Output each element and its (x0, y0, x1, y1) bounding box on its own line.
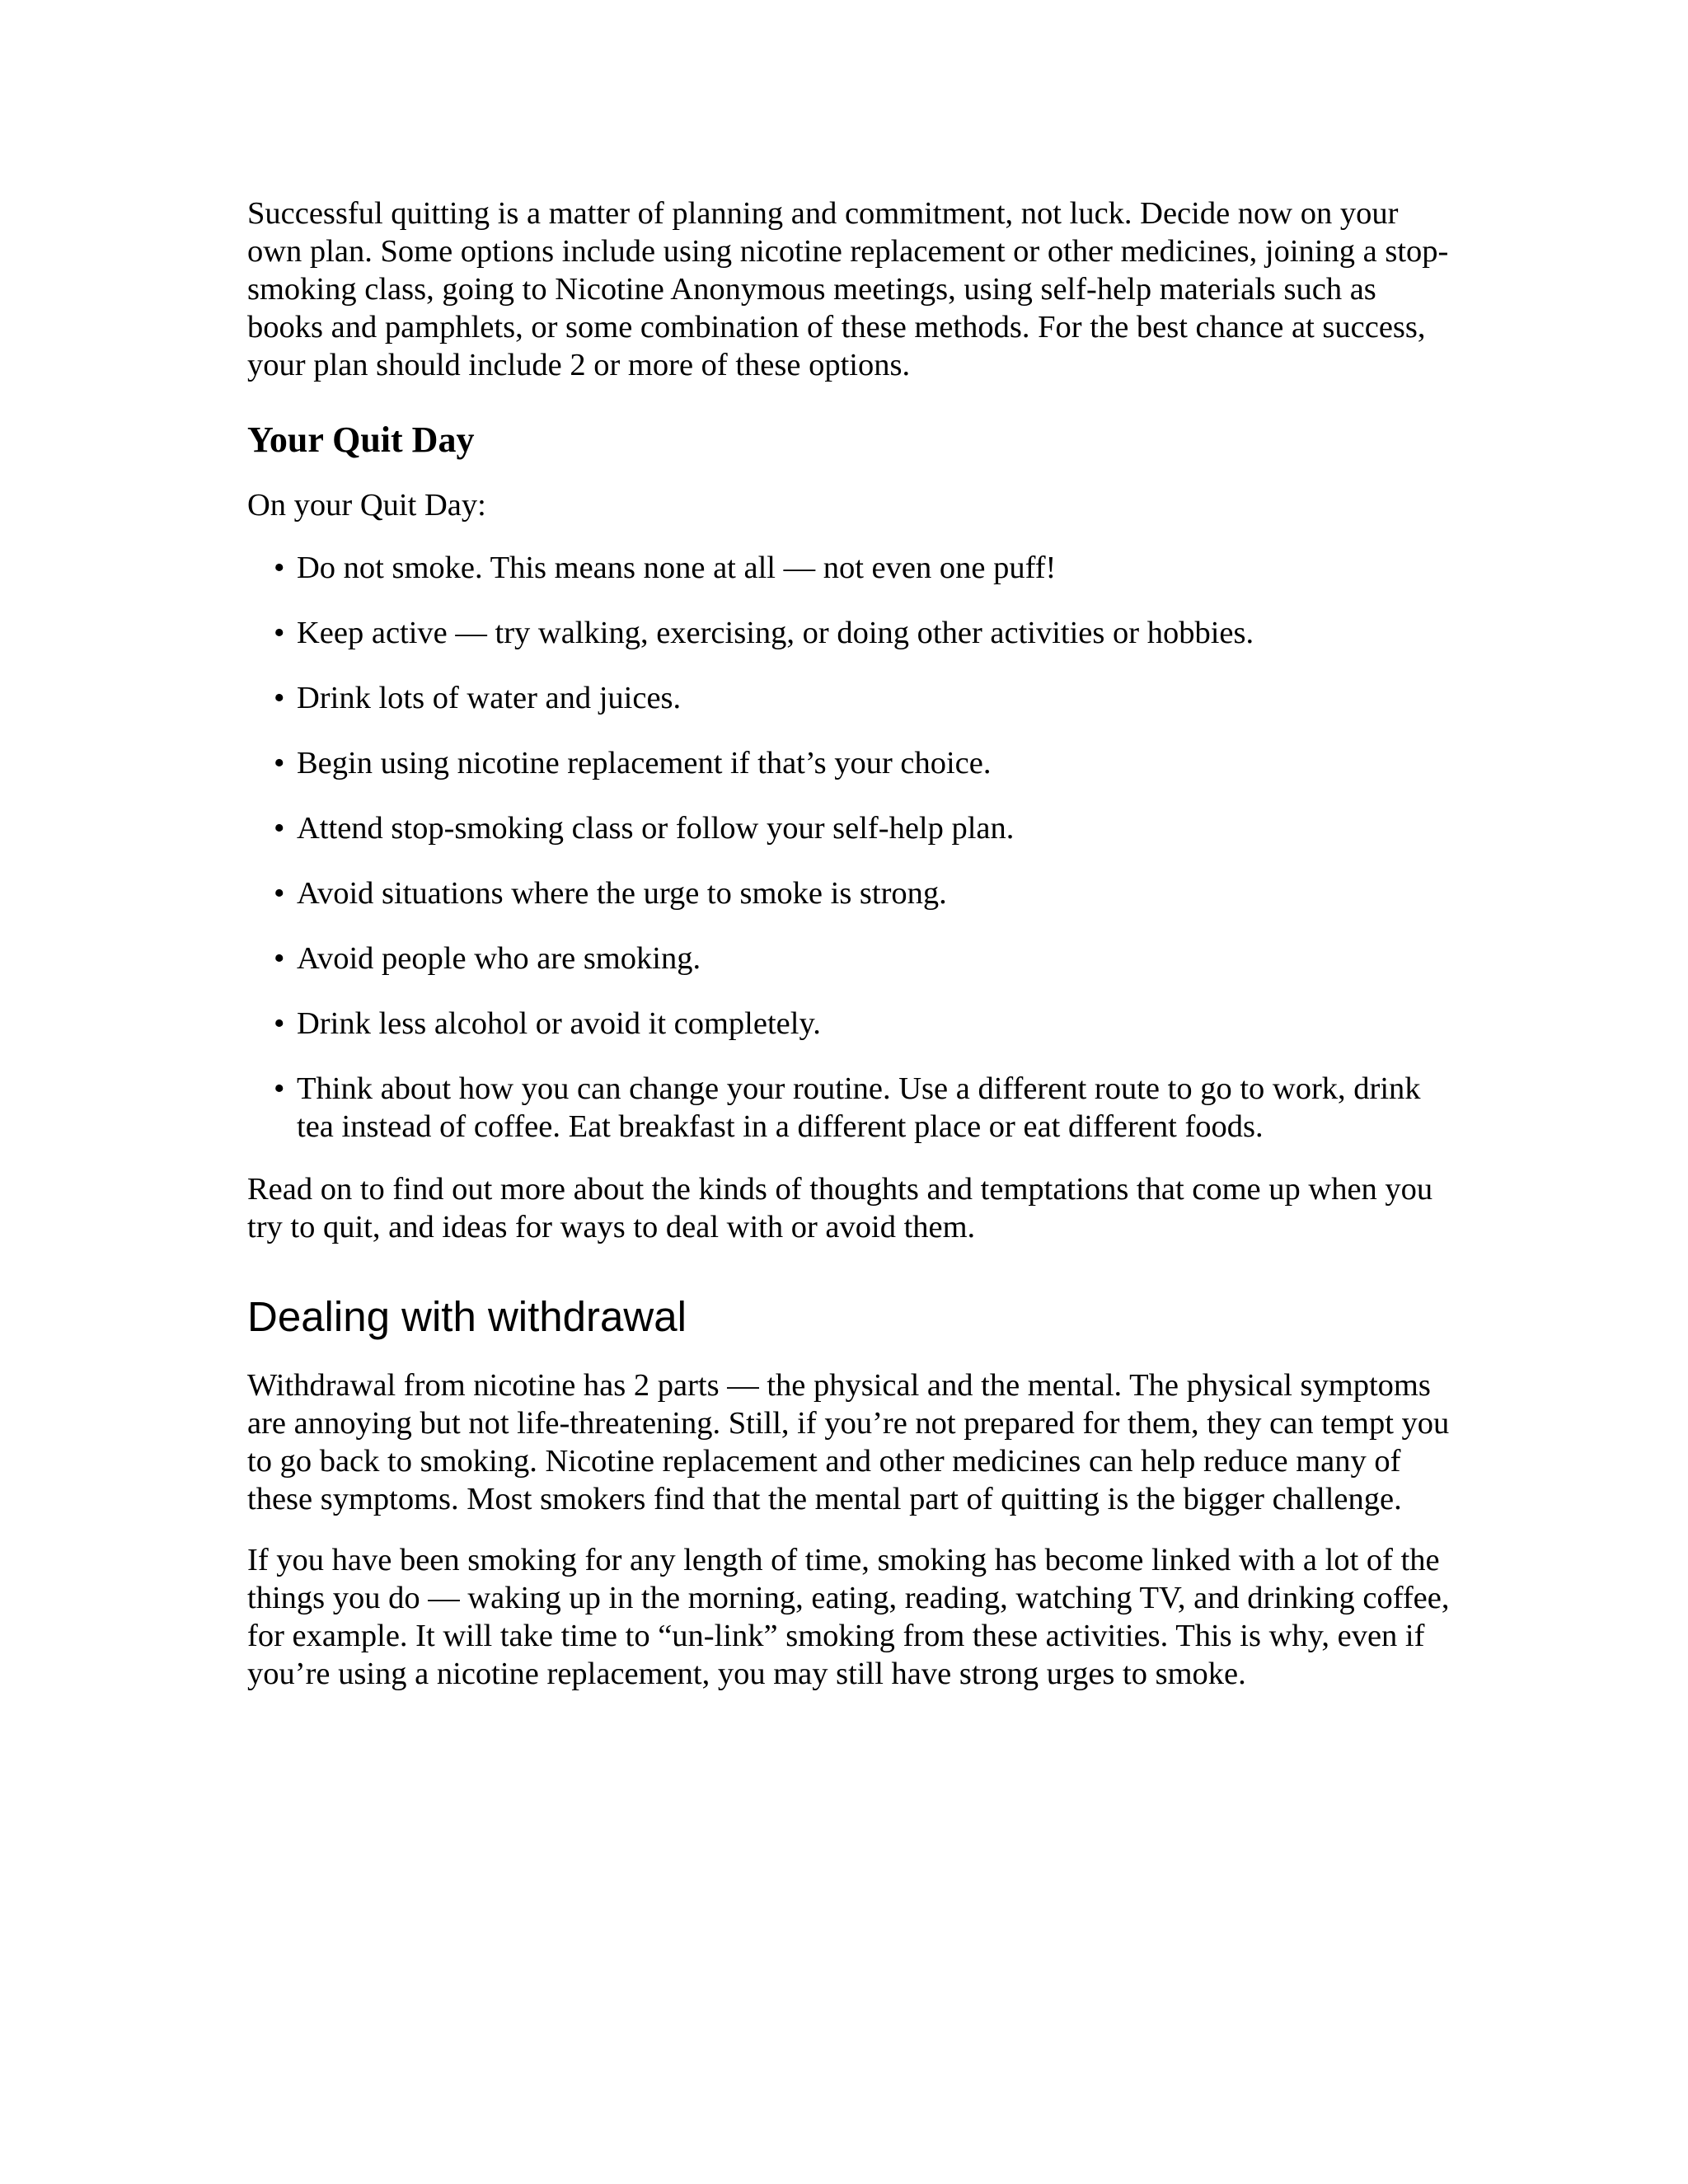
list-item (247, 1070, 1451, 1146)
list-item-text: Drink lots of water and juices. (297, 681, 682, 715)
list-item-text: Avoid people who are smoking. (297, 941, 701, 976)
list-item (247, 549, 1451, 587)
bullet-icon: • (274, 811, 285, 846)
list-item (247, 614, 1451, 652)
intro-paragraph: Successful quitting is a matter of planning and commitment, not luck. Decide now on your own plan. Some options include using nicotine replacement or other medicines, joining a stop-smoking class, going to Nicotine Anonymous meetings, using self-help materials such as books and pamphlets, or some combination of these methods. For the best chance at success, your plan should include 2 or more of these options. (247, 196, 1449, 382)
bullet-icon: • (274, 551, 285, 585)
list-item (247, 874, 1451, 912)
bullet-icon: • (274, 746, 285, 780)
bullet-icon: • (274, 616, 285, 650)
withdrawal-heading: Dealing with withdrawal (247, 1293, 687, 1340)
document-page (247, 194, 1451, 1716)
list-item (247, 744, 1451, 782)
bullet-icon: • (274, 876, 285, 911)
bullet-icon: • (274, 681, 285, 715)
quit-day-closing: Read on to find out more about the kinds of thoughts and temptations that come up when you try to quit, and ideas for ways to deal with or avoid them. (247, 1172, 1433, 1244)
bullet-icon: • (274, 941, 285, 976)
list-item-text: Drink less alcohol or avoid it completely. (297, 1006, 821, 1041)
list-item-text: Begin using nicotine replacement if that’s your choice. (297, 746, 992, 780)
bullet-icon: • (274, 1006, 285, 1041)
list-item (247, 679, 1451, 717)
quit-day-list (247, 549, 1451, 1146)
list-item (247, 809, 1451, 847)
list-item-text: Avoid situations where the urge to smoke is strong. (297, 876, 947, 911)
list-item-text: Do not smoke. This means none at all — not even one puff! (297, 551, 1057, 585)
withdrawal-paragraph: Withdrawal from nicotine has 2 parts — the physical and the mental. The physical symptoms are annoying but not life-threatening. Still, if you’re not prepared for them, they can tempt you to go back to smoking. Nicotine replacement and other medicines can help reduce many of these symptoms. Most smokers find that the mental part of quitting is the bigger challenge. (247, 1368, 1450, 1516)
list-item (247, 1005, 1451, 1043)
bullet-icon: • (274, 1071, 285, 1106)
withdrawal-paragraph: If you have been smoking for any length of time, smoking has become linked with a lot of the things you do — waking up in the morning, eating, reading, watching TV, and drinking coffee, for example. It will take time to “un-link” smoking from these activities. This is why, even if you’re using a nicotine replacement, you may still have strong urges to smoke. (247, 1543, 1450, 1691)
quit-day-lead: On your Quit Day: (247, 488, 486, 523)
list-item-text: Attend stop-smoking class or follow your self-help plan. (297, 811, 1015, 846)
list-item-text: Think about how you can change your routine. Use a different route to go to work, drink tea instead of coffee. Eat breakfast in a different place or eat different foods. (297, 1071, 1421, 1144)
list-item (247, 940, 1451, 977)
quit-day-heading: Your Quit Day (247, 419, 475, 460)
list-item-text: Keep active — try walking, exercising, or doing other activities or hobbies. (297, 616, 1254, 650)
